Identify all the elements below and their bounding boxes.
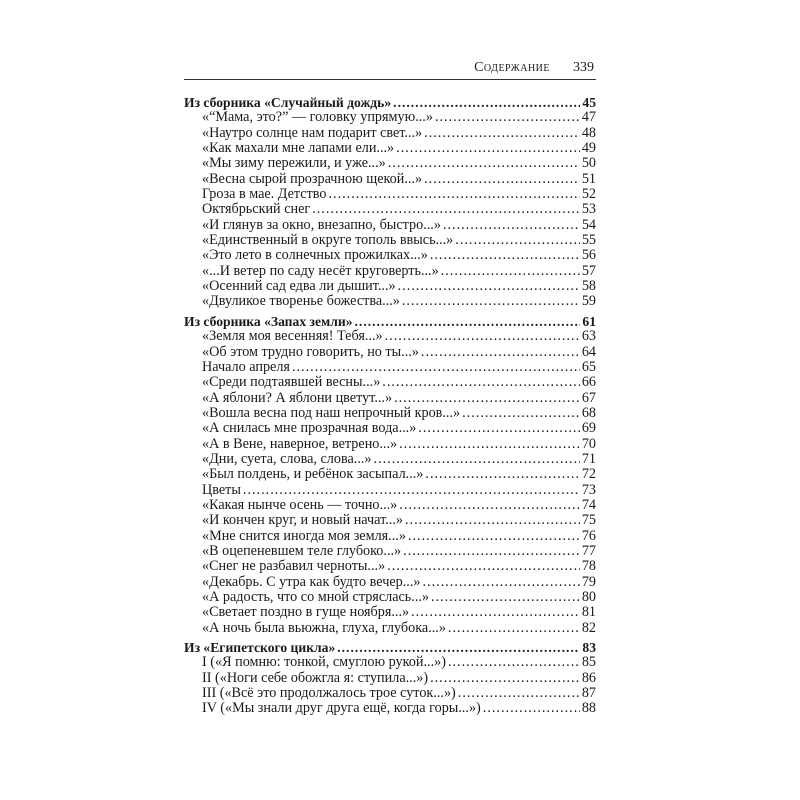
toc-section-heading-title: Из «Египетского цикла»: [184, 640, 336, 656]
toc-entry-page: 59: [581, 293, 596, 310]
toc-entry[interactable]: [184, 187, 596, 202]
running-header: [184, 60, 596, 77]
toc-entry-page: 82: [581, 619, 596, 636]
toc-entry[interactable]: [184, 126, 596, 141]
toc-entry-title: «Вошла весна под наш непрочный кров...»: [202, 404, 461, 421]
toc-entry-page: 49: [581, 140, 596, 157]
toc-entry[interactable]: [184, 202, 596, 217]
dot-leader: [399, 498, 580, 513]
toc-entry-page: 66: [581, 374, 596, 391]
dot-leader: [418, 421, 579, 436]
toc-entry-title: Начало апреля: [202, 358, 290, 375]
dot-leader: [431, 590, 580, 605]
toc-entry[interactable]: [184, 248, 596, 263]
dot-leader: [443, 218, 580, 233]
toc-entry[interactable]: [184, 686, 596, 701]
toc-entry[interactable]: [184, 264, 596, 279]
toc-entry-page: 69: [581, 420, 596, 437]
toc-entry-page: 64: [581, 343, 596, 360]
toc-entry[interactable]: [184, 345, 596, 360]
toc-entry-page: 75: [581, 512, 596, 529]
dot-leader: [393, 95, 580, 110]
dot-leader: [448, 621, 580, 636]
toc-entry[interactable]: [184, 605, 596, 620]
dot-leader: [448, 655, 580, 670]
toc-entry-title: «А ночь была вьюжна, глуха, глубока...»: [202, 619, 446, 636]
toc-entry[interactable]: [184, 279, 596, 294]
toc-entry-page: 54: [581, 216, 596, 233]
dot-leader: [385, 329, 580, 344]
toc-entry[interactable]: [184, 452, 596, 467]
toc-entry-page: 57: [581, 262, 596, 279]
toc-entry[interactable]: [184, 110, 596, 125]
book-page: [184, 60, 596, 717]
toc-entry-page: 68: [581, 404, 596, 421]
dot-leader: [403, 544, 580, 559]
dot-leader: [425, 467, 579, 482]
header-rule: [184, 79, 596, 80]
toc-entry-title: «“Мама, это?” — головку упрямую...»: [202, 109, 433, 126]
toc-entry-title: Гроза в мае. Детство: [202, 186, 327, 203]
toc-section-heading[interactable]: [184, 95, 596, 110]
toc-entry[interactable]: [184, 498, 596, 513]
toc-entry-title: II («Ноги себе обожгла я: ступила...»): [202, 669, 429, 686]
toc-entry-page: 81: [581, 604, 596, 621]
toc-entry-page: 70: [581, 435, 596, 452]
dot-leader: [388, 156, 580, 171]
toc-entry-page: 73: [581, 481, 596, 498]
toc-entry-page: 65: [581, 358, 596, 375]
toc-entry-page: 53: [581, 201, 596, 218]
toc-entry-title: «Снег не разбавил черноты...»: [202, 558, 386, 575]
toc-entry[interactable]: [184, 360, 596, 375]
toc-entry-title: «Мы зиму пережили, и уже...»: [202, 155, 386, 172]
dot-leader: [312, 202, 580, 217]
toc-entry[interactable]: [184, 329, 596, 344]
toc-entry-page: 76: [581, 527, 596, 544]
toc-entry-page: 67: [581, 389, 596, 406]
toc-entry-page: 86: [581, 669, 596, 686]
dot-leader: [411, 605, 580, 620]
toc-entry-page: 47: [581, 109, 596, 126]
toc-entry-page: 79: [581, 573, 596, 590]
toc-entry-title: «Весна сырой прозрачною щекой...»: [202, 170, 423, 187]
toc-section-heading-page: 61: [582, 313, 596, 329]
toc-entry-title: «Как махали мне лапами ели...»: [202, 140, 395, 157]
toc-entry-title: «Единственный в округе тополь ввысь...»: [202, 232, 454, 249]
dot-leader: [424, 126, 580, 141]
dot-leader: [292, 360, 580, 375]
toc-entry-page: 52: [581, 186, 596, 203]
dot-leader: [441, 264, 580, 279]
toc-entry-title: «А снилась мне прозрачная вода...»: [202, 420, 417, 437]
toc-entry[interactable]: [184, 655, 596, 670]
toc-entry-page: 88: [581, 700, 596, 717]
toc-entry-title: «Об этом трудно говорить, но ты...»: [202, 343, 419, 360]
toc-entry-page: 51: [581, 170, 596, 187]
dot-leader: [402, 294, 580, 309]
toc-entry[interactable]: [184, 671, 596, 686]
toc-entry-title: «А яблони? А яблони цветут...»: [202, 389, 393, 406]
dot-leader: [374, 452, 580, 467]
toc-entry[interactable]: [184, 575, 596, 590]
toc-entry-title: «Двуликое творенье божества...»: [202, 293, 400, 310]
toc-entry-page: 63: [581, 328, 596, 345]
dot-leader: [328, 187, 579, 202]
toc-entry-title: Цветы: [202, 481, 241, 498]
toc-entry[interactable]: [184, 218, 596, 233]
toc-entry-title: «А радость, что со мной стряслась...»: [202, 589, 430, 605]
toc-entry[interactable]: [184, 141, 596, 156]
toc-entry-title: «И глянув за окно, внезапно, быстро...»: [202, 216, 441, 233]
toc-section-heading-page: 83: [582, 640, 596, 656]
toc-entry[interactable]: [184, 621, 596, 636]
toc-entry-page: 50: [581, 155, 596, 172]
dot-leader: [243, 483, 580, 498]
dot-leader: [435, 110, 580, 125]
toc-entry-page: 72: [581, 466, 596, 483]
dot-leader: [387, 559, 580, 574]
dot-leader: [396, 141, 580, 156]
toc-entry[interactable]: [184, 375, 596, 390]
dot-leader: [424, 172, 580, 187]
toc-entry[interactable]: [184, 156, 596, 171]
toc-entry-title: IV («Мы знали друг друга ещё, когда горы...»): [202, 700, 481, 717]
dot-leader: [421, 345, 580, 360]
toc-entry-title: «Земля моя весенняя! Тебя...»: [202, 328, 383, 345]
toc-entry-title: «В оцепеневшем теле глубоко...»: [202, 542, 402, 559]
toc-entry[interactable]: [184, 544, 596, 559]
toc-entry-page: 77: [581, 542, 596, 559]
toc-entry[interactable]: [184, 172, 596, 187]
toc-entry-page: 48: [581, 124, 596, 141]
dot-leader: [423, 575, 580, 590]
dot-leader: [483, 701, 580, 716]
toc-entry-title: «...И ветер по саду несёт круговерть...»: [202, 262, 439, 279]
toc-entry-title: «Это лето в солнечных прожилках...»: [202, 247, 428, 264]
toc-entry-title: III («Всё это продолжалось трое суток...»): [202, 685, 456, 702]
dot-leader: [355, 314, 581, 329]
table-of-contents: [184, 95, 596, 717]
toc-entry-page: 74: [581, 496, 596, 513]
toc-section-heading-page: 45: [582, 95, 596, 110]
toc-entry-title: «И кончен круг, и новый начат...»: [202, 512, 403, 529]
toc-entry-title: «Светает поздно в гуще ноября...»: [202, 604, 410, 621]
dot-leader: [399, 437, 580, 452]
toc-entry-page: 56: [581, 247, 596, 264]
toc-section-heading[interactable]: [184, 314, 596, 329]
toc-entry[interactable]: [184, 590, 596, 605]
toc-entry-page: 58: [581, 278, 596, 295]
toc-entry[interactable]: [184, 437, 596, 452]
toc-entry-page: 87: [581, 685, 596, 702]
dot-leader: [408, 529, 580, 544]
toc-entry-title: «Дни, суета, слова, слова...»: [202, 450, 372, 467]
toc-entry-page: 78: [581, 558, 596, 575]
toc-entry[interactable]: [184, 233, 596, 248]
toc-entry-title: «Среди подтаявшей весны...»: [202, 374, 381, 391]
running-header-title: Содержание: [474, 60, 550, 75]
toc-entry[interactable]: [184, 406, 596, 421]
toc-entry-title: Октябрьский снег: [202, 201, 311, 218]
toc-entry[interactable]: [184, 701, 596, 716]
toc-entry[interactable]: [184, 467, 596, 482]
dot-leader: [382, 375, 580, 390]
dot-leader: [458, 686, 580, 701]
toc-entry-title: «Осенний сад едва ли дышит...»: [202, 278, 396, 295]
toc-entry[interactable]: [184, 559, 596, 574]
toc-section-heading[interactable]: [184, 640, 596, 655]
dot-leader: [462, 406, 580, 421]
toc-entry[interactable]: [184, 513, 596, 528]
toc-entry-title: «А в Вене, наверное, ветрено...»: [202, 435, 398, 452]
toc-entry[interactable]: [184, 421, 596, 436]
toc-entry-page: 55: [581, 232, 596, 249]
toc-section-heading-title: Из сборника «Запах земли»: [184, 313, 353, 329]
page-number: 339: [573, 60, 594, 75]
toc-section-heading-title: Из сборника «Случайный дождь»: [184, 95, 392, 110]
toc-entry-page: 80: [581, 589, 596, 605]
toc-entry-title: «Мне снится иногда моя земля...»: [202, 527, 406, 544]
toc-entry[interactable]: [184, 294, 596, 309]
toc-entry[interactable]: [184, 391, 596, 406]
toc-entry-title: «Декабрь. С утра как будто вечер...»: [202, 573, 421, 590]
toc-entry[interactable]: [184, 529, 596, 544]
dot-leader: [398, 279, 580, 294]
toc-entry-page: 85: [581, 654, 596, 671]
toc-entry-page: 71: [581, 450, 596, 467]
toc-entry-title: «Был полдень, и ребёнок засыпал...»: [202, 466, 424, 483]
dot-leader: [405, 513, 580, 528]
toc-entry-title: «Наутро солнце нам подарит свет...»: [202, 124, 423, 141]
dot-leader: [430, 671, 580, 686]
dot-leader: [394, 391, 580, 406]
toc-entry-title: «Какая нынче осень — точно...»: [202, 496, 398, 513]
toc-entry-title: I («Я помню: тонкой, смуглою рукой...»): [202, 654, 446, 671]
toc-entry[interactable]: [184, 483, 596, 498]
dot-leader: [337, 640, 580, 655]
dot-leader: [455, 233, 580, 248]
dot-leader: [430, 248, 580, 263]
